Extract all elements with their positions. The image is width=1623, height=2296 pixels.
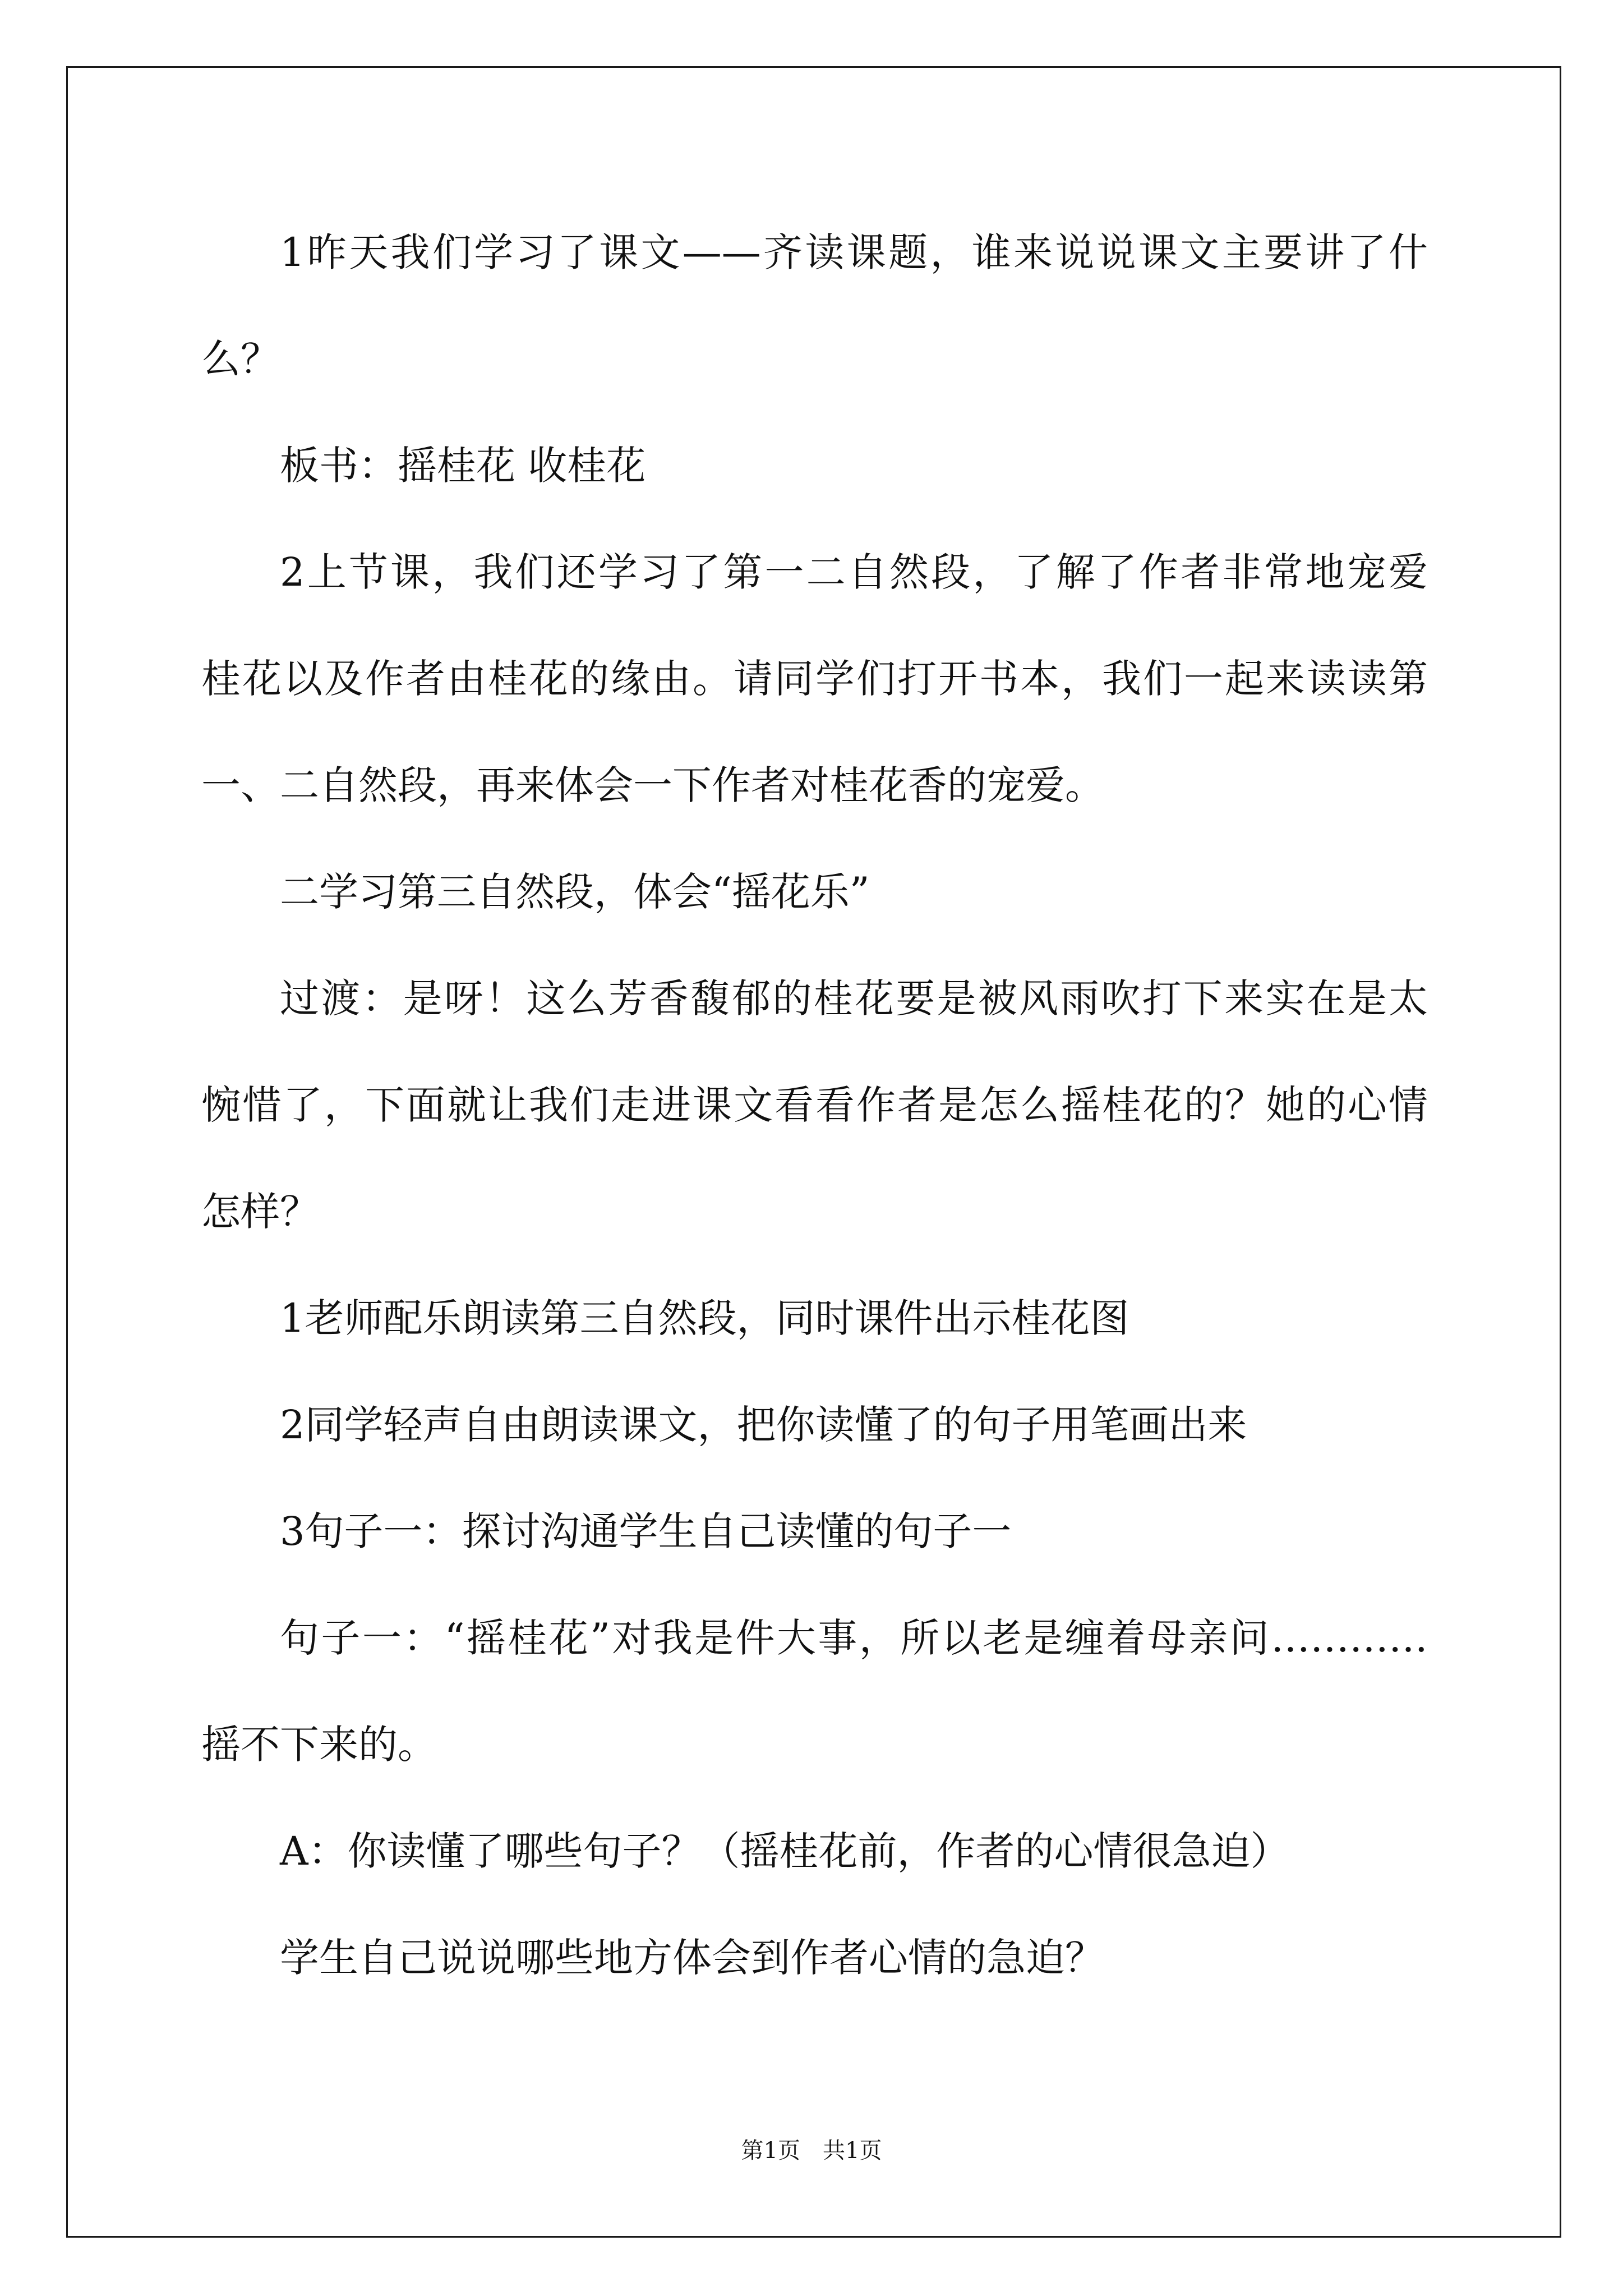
text-line: 二学习第三自然段，体会“摇花乐”: [280, 869, 870, 915]
text-line: 桂花以及作者由桂花的缘由。请同学们打开书本，我们一起来读读第: [201, 656, 1428, 702]
text-line: A：你读懂了哪些句子？（摇桂花前，作者的心情很急迫）: [280, 1828, 1290, 1874]
text-line: 一、二自然段，再来体会一下作者对桂花香的宠爱。: [201, 762, 1104, 808]
text-line: 过渡：是呀！这么芳香馥郁的桂花要是被风雨吹打下来实在是太: [280, 976, 1428, 1022]
paragraph: [201, 945, 1428, 1265]
text-line: 么？: [201, 336, 280, 382]
text-line: 板书：摇桂花 收桂花: [280, 443, 646, 489]
text-line: 3句子一：探讨沟通学生自己读懂的句子一: [280, 1508, 1012, 1554]
text-line: 摇不下来的。: [201, 1722, 437, 1768]
text-line: 1老师配乐朗读第三自然段，同时课件出示桂花图: [280, 1295, 1129, 1341]
text-line: 句子一：“摇桂花”对我是件大事，所以老是缠着母亲问…………: [280, 1615, 1428, 1661]
paragraph: [201, 1904, 1428, 2011]
paragraph: [201, 519, 1428, 839]
text-line: 学生自己说说哪些地方体会到作者心情的急迫？: [280, 1935, 1104, 1981]
text-line: 怎样？: [201, 1189, 319, 1235]
paragraph: [201, 1585, 1428, 1798]
page-number-footer: 第1页 共1页: [741, 2138, 882, 2164]
paragraph: [201, 1798, 1428, 1904]
document-body: [201, 199, 1428, 2011]
text-line: 2上节课，我们还学习了第一二自然段，了解了作者非常地宠爱: [280, 549, 1428, 595]
paragraph: [201, 412, 1428, 519]
text-line: 2同学轻声自由朗读课文，把你读懂了的句子用笔画出来: [280, 1402, 1247, 1448]
text-line: 1昨天我们学习了课文——齐读课题，谁来说说课文主要讲了什: [280, 229, 1428, 275]
paragraph: [201, 839, 1428, 945]
paragraph: [201, 1265, 1428, 1372]
paragraph: [201, 1372, 1428, 1478]
text-line: 惋惜了，下面就让我们走进课文看看作者是怎么摇桂花的？她的心情: [201, 1082, 1428, 1128]
paragraph: [201, 199, 1428, 412]
paragraph: [201, 1478, 1428, 1585]
